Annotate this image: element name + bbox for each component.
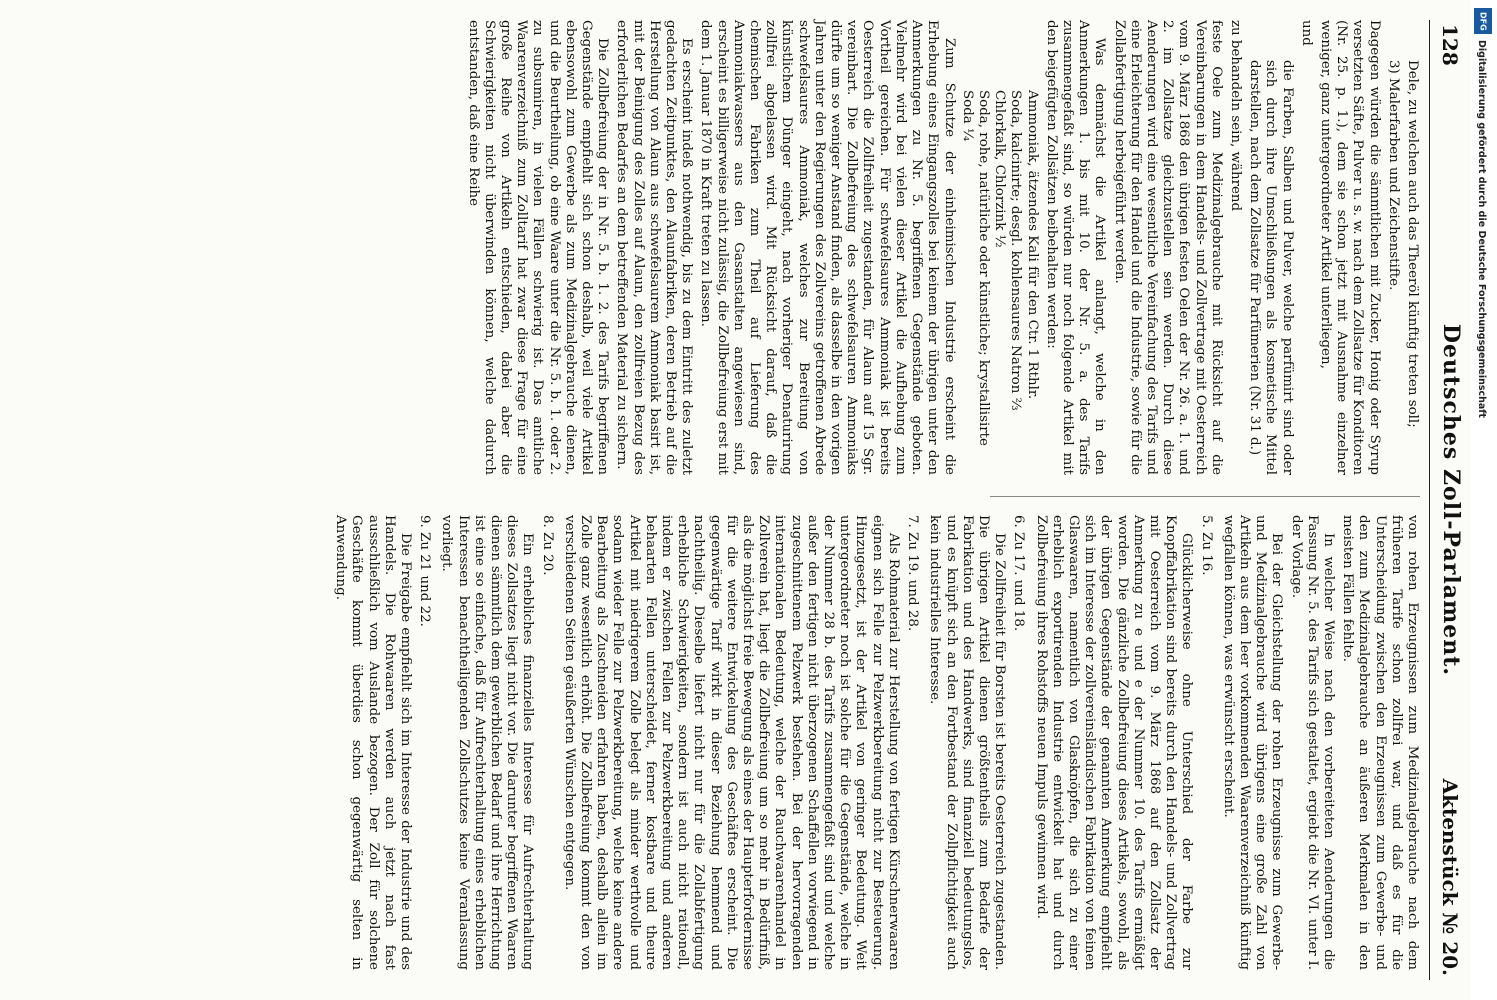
paragraph: Die Zollfreiheit für Borsten ist bereits Oesterreich zugestanden. Die übrigen Artikel dienen größtentheils zum Bedarfe der Fabrikation und des Handwerks, sind finanziell bedeutungslos, und es knüpft sich an den Fortbestand der Zollpflichtigkeit auch kein industrielles Interesse.	[927, 515, 1008, 970]
tariff-list	[959, 20, 1040, 475]
paragraph: Die Zollbefreiung der in Nr. 5. b. 1. 2. des Tarifs begriffenen Gegenstände empfiehlt sich schon deshalb, weil viele Artikel ebensowohl zum Gewerbe als zum Medizinalgebrauche dienen, und die Beurtheilung, ob eine Waare unter die Nr. 5. b. 1. oder 2. zu subsumiren, in vielen Fällen schwierig ist. Das amtliche Waarenverzeichniß zum Zolltarif hat zwar diese Frage für eine große Reihe von Artikeln entschieden, dabei aber die Schwierigkeiten nicht überwinden können, welche dadurch entstanden, daß eine Reihe	[465, 20, 611, 475]
tariff-rate: für den Ctr. 1 Rthlr.	[1024, 266, 1040, 400]
document-label: Aktenstück № 20.	[1438, 778, 1462, 976]
tariff-item: Chlorkalk, Chlorzink ½	[992, 90, 1008, 248]
paragraph: Es erscheint indeß nothwendig, bis zu dem Eintritt des zuletzt gedachten Zeitpunktes, den Alaunfabriken, deren Betrieb auf die Herstellung von Alaun aus schwefelsaurem Ammoniak basirt ist, mit der Beinigung des Zolles auf Alaun, den zollfreien Bezug des erforderlichen Bedarfes an dem betreffenden Material zu sichern.	[614, 20, 695, 475]
rotated-page-content	[28, 20, 1468, 980]
paragraph: Glücklicherweise ohne Unterschied der Farbe zur Knopffabrikation sind bereits durch den Handels- und Zollvertrag mit Oesterreich vom 9. März 1868 auf den Zollsatz der Anmerkung zu e und e der Nummer 10. des Tarifs ermäßigt worden. Die gänzliche Zollbefreiung dieses Artikels, sowohl, als der übrigen Gegenstände der genannten Anmerkung empfiehlt sich im Interesse der zollvereinsländischen Fabrikation von feinen Glaswaaren, namentlich von Glasknöpfen, die sich zu einer erheblich exportirenden Industrie entwickelt hat und durch Zollbefreiung ihres Rohstoffs neuen Impuls gewinnen wird.	[1033, 515, 1195, 970]
section-heading: 9. Zu 21 und 22.	[417, 515, 433, 627]
tariff-item: Ammoniak, ätzendes Kali für den Ctr. 1 Rthlr.	[1024, 90, 1040, 400]
tariff-rate: ¼	[959, 128, 975, 142]
tariff-item: Soda, rohe, natürliche oder künstliche; krystallisirte	[975, 90, 991, 446]
left-column	[461, 20, 1420, 475]
tariff-rate: ½	[992, 234, 1008, 248]
dfg-logo: DFG	[1474, 8, 1492, 34]
paragraph: feste Oele zum Medizinalgebrauche mit Rücksicht auf die Vereinbarungen in dem Handels- und Zollvertrage mit Oesterreich vom 9. März 1868 den übrigen festen Oelen der Nr. 26. a. 1. und 2. im Zollsatze gleichzustellen sein werden. Durch diese Aenderungen wird eine wesentliche Vereinfachung des Tarifs und eine Erleichterung für den Handel und die Industrie, sowie für die Zollabfertigung herbeigeführt werden.	[1111, 20, 1224, 475]
section-heading: 6. Zu 17. und 18.	[1011, 515, 1027, 632]
page-title: Deutsches Zoll-Parlament.	[1438, 323, 1464, 677]
paragraph: die Farben, Salben und Pulver, welche parfümirt sind oder sich durch ihre Umschließungen als kosmetische Mittel darstellen, nach dem Zollsatze für Parfümerien (Nr. 31 d.)	[1247, 60, 1295, 475]
digitization-strip	[1470, 0, 1497, 1000]
page-header	[1429, 20, 1468, 980]
paragraph: von rohen Erzeugnissen zum Medizinalgebrauche nach dem früheren Tarife schon zollfrei war, und daß es für die Unterscheidung zwischen den Erzeugnissen zum Gewerbe- und den zum Medizinalgebrauche an äußeren Merkmalen in den meisten Fällen fehlte.	[1340, 515, 1420, 970]
paragraph: Was demnächst die Artikel anlangt, welche in den Anmerkungen 1. bis mit 10. der Nr. 5. a. des Tarifs zusammengefaßt sind, so würden nur noch folgende Artikel mit den beigefügten Zollsätzen beibehalten werden:	[1043, 20, 1108, 475]
paragraph-lead: und	[1298, 20, 1314, 46]
paragraph: In welcher Weise nach den vorbereiteten Aenderungen die Fassung Nr. 5. des Tarifs sich gestaltet, ergiebt die Nr. VI. unter I. der Vorlage.	[1288, 515, 1336, 970]
tariff-rate: ⅔	[1008, 397, 1024, 411]
page-number: 128	[1438, 24, 1462, 66]
paragraph: Die Freigabe empfiehlt sich im Interesse der Industrie und des Handels. Die Rohwaaren werden auch jetzt nach fast ausschließlich vom Auslande bezogen. Der Zoll für solchene Geschäfte kommt überdies schon gegenwärtig selten in Anwendung.	[333, 515, 414, 970]
funding-credit: Digitalisierung gefördert durch die Deutsche Forschungsgemeinschaft	[1476, 40, 1487, 418]
paragraph: 3) Malerfarben und Zeichenstifte.	[1385, 60, 1401, 291]
paragraph: Ein erhebliches finanzielles Interesse für Aufrechterhaltung dieses Zollsatzes liegt nicht vor. Die darunter begriffenen Waaren dienen sämmtlich dem gewerblichen Bedarf und ihre Herrichtung ist eine so einfache, daß für Aufrechterhaltung eines erheblichen Interessen benachtheiligenden Zollschutzes keine Veranlassung vorliegt.	[439, 515, 536, 970]
section-heading: 5. Zu 16.	[1198, 515, 1214, 576]
paragraph: Als Rohmaterial zur Herstellung von fertigen Kürschnerwaaren eignen sich Felle zur Pelzwerkbereitung nicht zur Besteuerung. Hinzugesetzt, ist der Artikel von geringer Bedeutung. Weit untergeordneter noch ist solche für die Gegenstände, welche in der Nummer 28 b. des Tarifs zusammengefaßt sind und welche außer den fertigen nicht überzogenen Schaffellen vorwiegend in zugeschnittenem Pelzwerk bestehen. Bei der hervorragenden internationalen Bedeutung, welche der Rauchwaarenhandel in Zollverein hat, liegt die Zollbefreiung um so mehr in Bedürfniß, als die möglichst freie Bewegung als eines der Haupterfordernisse für die weitere Entwickelung des Geschäftes erscheint. Die gegenwärtige Tarif wirkt in dieser Beziehung hemmend und nachtheilig. Dieselbe liefert nicht nur für die Zollabfertigung erhebliche Schwierigkeiten, sondern ist auch nicht rationell, indem er zwischen Fellen zur Pelzwerkbereitung und anderen behaarten Fellen unterscheidet, ferner kostbare und theure Artikel mit niedrigerem Zolle belegt als minder werthvolle und sodann wieder Felle zur Pelzwerkbereitung, welche keine andere Bearbeitung als Zuschneiden erfahren haben, deshalb allein im Zolle ganz wesentlich erhöht. Die Zollbefreiung kommt den von verschiedenen Seiten geäußerten Wünschen entgegen.	[561, 515, 901, 970]
paragraph: Bei der Gleichstellung der rohen Erzeugnisse zum Gewerbe- und Medizinalgebrauche wird übrigens eine große Zahl von Artikeln aus dem leer vorkommenden Waarenverzeichniß künftig wegfallen können, was erwünscht erscheint.	[1220, 515, 1285, 970]
section-heading: 8. Zu 20.	[539, 515, 555, 576]
paragraph: Dele, zu welchen auch das Theeröl künftig treten soll;	[1405, 60, 1420, 428]
section-heading: 7. Zu 19. und 28.	[905, 515, 921, 632]
tariff-item: Soda ¼	[959, 90, 975, 142]
column-divider	[990, 496, 1420, 497]
paragraph: Dagegen würden die sämmtlichen mit Zucker, Honig oder Syrup versetzten Säfte, Pulver u. s. w. nach dem Zollsatze für Konditoren (Nr. 25. p. 1.), dem sie schon jetzt mit Ausnahme einzelner weniger, ganz untergeordneter Artikel unterliegen,	[1317, 20, 1382, 475]
paragraph-lead: zu behandeln sein, während	[1227, 20, 1243, 212]
paragraph: Zum Schutze der einheimischen Industrie erscheint die Erhebung eines Eingangszolles bei keinem der übrigen unter den Anmerkungen zu Nr. 5. begriffenen Gegenstände geboten. Vielmehr wird bei vielen dieser Artikel die Aufhebung zum Vortheil gereichen. Für schwefelsaures Ammoniak ist bereits Oesterreich die Zollfreiheit zugestanden, für Alaun auf 15 Sgr. vereinbart. Die Zollbefreiung des schwefelsauren Ammoniaks dürfte um so weniger Anstand finden, als dasselbe in den vorigen Jahren unter den Regierungen des Zollvereins getroffenen Abrede schwefelsaures Ammoniak, welches zur Bereitung von künstlichem Dünger eingeht, nach vorheriger Denaturirung zollfrei abgelassen wird. Mit Rücksicht darauf, daß die chemischen Fabriken zum Theil auf Lieferung des Ammoniakwassers aus den Gasanstalten angewiesen sind, erscheint es billigerweise nicht zulässig, die Zollbefreiung erst mit dem 1. Januar 1870 in Kraft treten zu lassen.	[698, 20, 957, 475]
right-column	[329, 515, 1420, 970]
tariff-item: Soda, kalcinirte; desgl. kohlensaures Natron ⅔	[1008, 90, 1024, 411]
